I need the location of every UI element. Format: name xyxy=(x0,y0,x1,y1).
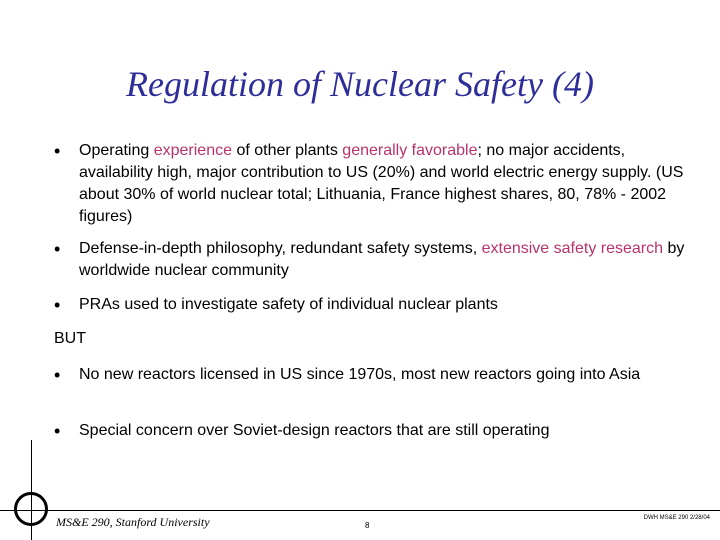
bullet-text xyxy=(79,238,694,282)
bullet-segment: Defense-in-depth philosophy, redundant safety systems, xyxy=(79,240,482,257)
bullet-dot-icon: • xyxy=(54,421,61,441)
page-number: 8 xyxy=(365,521,370,530)
bullet-dot-icon: • xyxy=(54,141,61,161)
highlight-extensive-safety-research: extensive safety research xyxy=(481,240,664,257)
bullet-text xyxy=(79,364,694,386)
bullet-segment: ; no major accidents, availability high, major contribution to US (20%) and world electric energy supply. (US about 30% of world nuclear total; Lithuania, France highest shares, 80, 78% - 2002 figures) xyxy=(79,142,684,225)
highlight-experience: experience xyxy=(153,142,232,159)
footer-author-date: DWH MS&E 290 2/28/04 xyxy=(643,515,710,521)
bullet-segment: Operating xyxy=(79,142,154,159)
highlight-generally-favorable: generally favorable xyxy=(342,142,478,159)
but-label: BUT xyxy=(54,330,86,347)
bullet-segment: No new reactors licensed in US since 1970s, most new reactors going into Asia xyxy=(79,366,641,383)
slide-title: Regulation of Nuclear Safety (4) xyxy=(126,64,594,104)
bullet-dot-icon: • xyxy=(54,365,61,385)
bullet-text xyxy=(79,420,694,442)
footer-course: MS&E 290, Stanford University xyxy=(56,515,210,529)
bullet-segment: Special concern over Soviet-design reactors that are still operating xyxy=(79,422,550,439)
bullet-segment: PRAs used to investigate safety of individual nuclear plants xyxy=(79,296,498,313)
bullet-segment: by worldwide nuclear community xyxy=(79,240,685,279)
horizontal-rule xyxy=(0,510,720,511)
bullet-dot-icon: • xyxy=(54,239,61,259)
bullet-segment: of other plants xyxy=(232,142,343,159)
crosshair-logo-icon xyxy=(14,492,48,526)
bullet-dot-icon: • xyxy=(54,295,61,315)
bullet-text xyxy=(79,294,694,316)
bullet-text xyxy=(79,140,694,228)
